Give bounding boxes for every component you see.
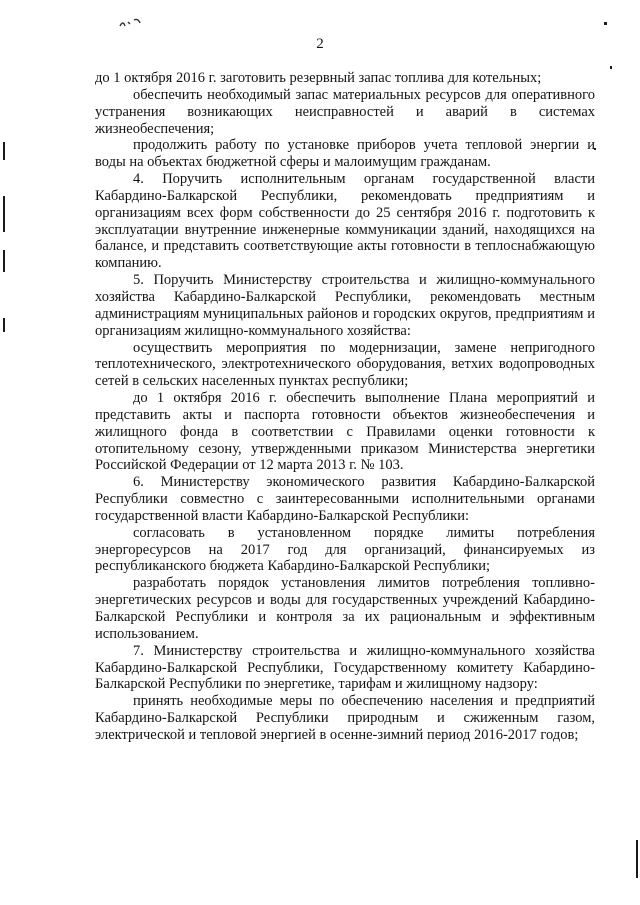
page-number: 2 bbox=[316, 36, 324, 52]
margin-bar bbox=[3, 142, 5, 160]
paragraph: принять необходимые меры по обеспечению населения и предприятий Кабардино-Балкарской Республики природным и сжиженным газом, электрической и тепловой энергией в осенне-зимний период 2016-2017 годов; bbox=[95, 693, 595, 743]
margin-bar bbox=[3, 250, 5, 272]
scan-dot bbox=[604, 22, 607, 25]
handwritten-mark bbox=[118, 14, 158, 30]
paragraph: до 1 октября 2016 г. обеспечить выполнение Плана мероприятий и представить акты и паспорта готовности объектов жизнеобеспечения и жилищного фонда в соответствии с Правилами оценки готовности к отопительному сезону, утвержденными приказом Министерства энергетики Российской Федерации от 12 марта 2013 г. № 103. bbox=[95, 390, 595, 474]
paragraph: осуществить мероприятия по модернизации, замене непригодного теплотехнического, электротехнического оборудования, ветхих водопроводных сетей в сельских населенных пунктах республики; bbox=[95, 339, 595, 390]
paragraph: 6. Министерству экономического развития Кабардино-Балкарской Республики совместно с заинтересованными исполнительными органами государственной власти Кабардино-Балкарской Республики: bbox=[95, 474, 595, 524]
margin-bar bbox=[636, 840, 638, 878]
paragraph: согласовать в установленном порядке лимиты потребления энергоресурсов на 2017 год для организаций, финансируемых из республиканского бюджета Кабардино-Балкарской Республики; bbox=[95, 524, 595, 575]
scan-dot bbox=[610, 66, 612, 69]
paragraph: 7. Министерству строительства и жилищно-коммунального хозяйства Кабардино-Балкарской Республики, Государственному комитету Кабардино-Балкарской Республики по энергетике, тарифам и жилищному надзору: bbox=[95, 642, 595, 693]
paragraph: обеспечить необходимый запас материальных ресурсов для оперативного устранения возникающих неисправностей и аварий в системах жизнеобеспечения; bbox=[95, 86, 595, 137]
paragraph: разработать порядок установления лимитов потребления топливно-энергетических ресурсов и воды для государственных учреждений Кабардино-Балкарской Республики и контроля за их рациональным и эффективным использованием. bbox=[95, 575, 595, 642]
margin-bar bbox=[3, 196, 5, 232]
paragraph: продолжить работу по установке приборов учета тепловой энергии и воды на объектах бюджетной сферы и малоимущим гражданам. bbox=[95, 137, 595, 171]
paragraph: до 1 октября 2016 г. заготовить резервный запас топлива для котельных; bbox=[95, 70, 542, 86]
document-body bbox=[95, 70, 595, 744]
margin-bar bbox=[3, 318, 5, 332]
paragraph: 5. Поручить Министерству строительства и жилищно-коммунального хозяйства Кабардино-Балкарской Республики, рекомендовать местным администрациям муниципальных районов и городских округов, предприятиям и организациям жилищно-коммунального хозяйства: bbox=[95, 272, 595, 339]
paragraph: 4. Поручить исполнительным органам государственной власти Кабардино-Балкарской Республики, рекомендовать предприятиям и организациям всех форм собственности до 25 сентября 2016 г. подготовить к эксплуатации внутренние инженерные коммуникации зданий, находящихся на балансе, и представить соответствующие акты готовности в теплоснабжающую компанию. bbox=[95, 171, 595, 272]
